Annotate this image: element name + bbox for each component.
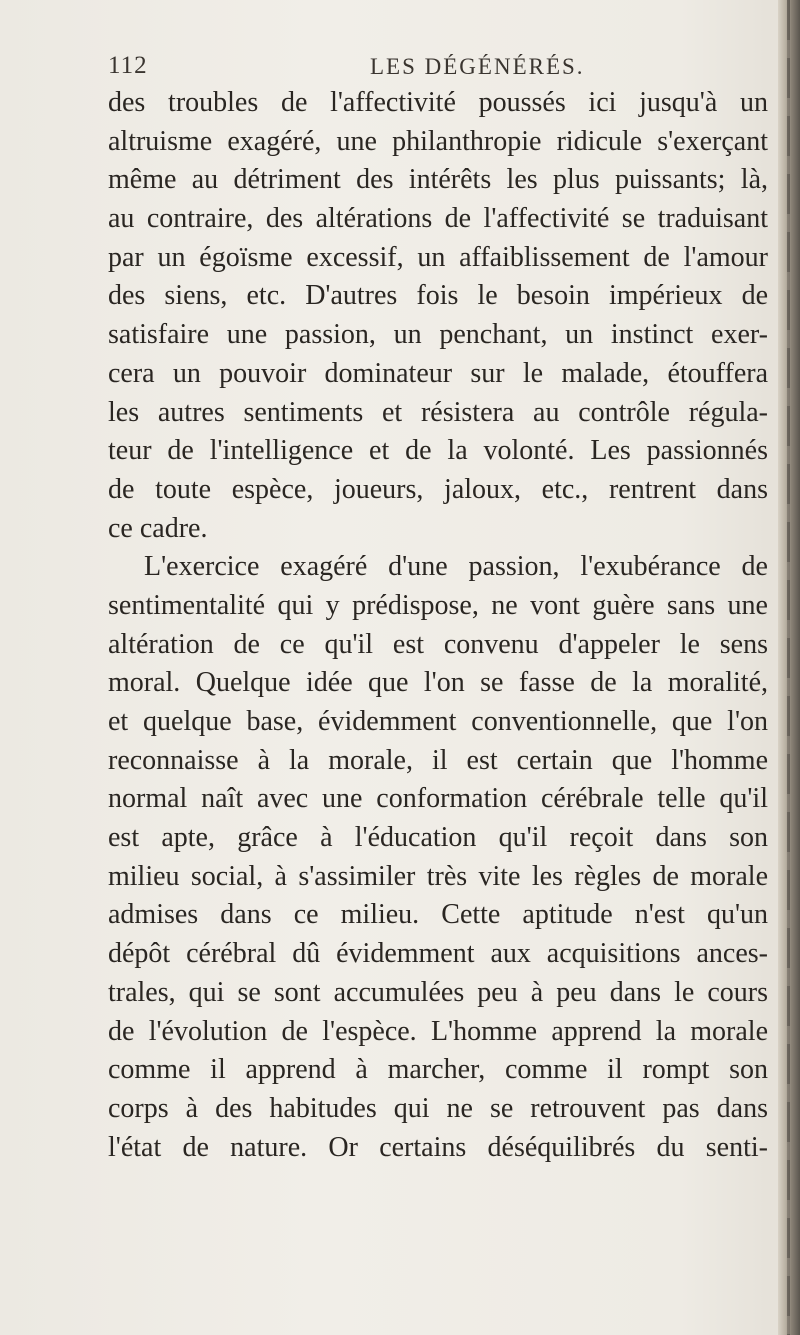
text-line: ce cadre. xyxy=(108,512,208,544)
running-title: LES DÉGÉNÉRÉS. xyxy=(370,54,585,79)
text-line: cera un pouvoir dominateur sur le malade, étouffera xyxy=(108,357,768,389)
page-number: 112 xyxy=(108,52,148,79)
text-line: l'état de nature. Or certains déséquilibrés du senti- xyxy=(108,1131,768,1163)
text-line: altruisme exagéré, une philanthropie ridicule s'exerçant xyxy=(108,125,768,157)
text-line: normal naît avec une conformation cérébrale telle qu'il xyxy=(108,783,768,815)
text-line: comme il apprend à marcher, comme il rompt son xyxy=(108,1054,768,1086)
text-line: moral. Quelque idée que l'on se fasse de la moralité, xyxy=(108,667,768,699)
text-line: et quelque base, évidemment conventionnelle, que l'on xyxy=(108,706,768,737)
text-line: sentimentalité qui y prédispose, ne vont guère sans une xyxy=(108,589,768,621)
text-line: admises dans ce milieu. Cette aptitude n'est qu'un xyxy=(108,899,768,931)
text-line: teur de l'intelligence et de la volonté. Les passionnés xyxy=(108,435,768,467)
text-line: L'exercice exagéré d'une passion, l'exubérance de xyxy=(144,551,768,583)
text-line: des troubles de l'affectivité poussés ici jusqu'à un xyxy=(108,87,768,118)
text-line: altération de ce qu'il est convenu d'appeler le sens xyxy=(108,628,768,660)
page-header xyxy=(108,52,768,84)
text-line: reconnaisse à la morale, il est certain que l'homme xyxy=(108,744,768,776)
text-line: dépôt cérébral dû évidemment aux acquisitions ances- xyxy=(108,938,768,970)
text-line: au contraire, des altérations de l'affectivité se traduisant xyxy=(108,203,768,235)
text-line: même au détriment des intérêts les plus puissants; là, xyxy=(108,164,768,196)
text-line: milieu social, à s'assimiler très vite les règles de morale xyxy=(108,860,768,892)
text-line: trales, qui se sont accumulées peu à peu dans le cours xyxy=(108,976,768,1008)
text-line: les autres sentiments et résistera au contrôle régula- xyxy=(108,396,768,428)
text-line: est apte, grâce à l'éducation qu'il reçoit dans son xyxy=(108,822,768,854)
body-text xyxy=(108,84,768,1167)
text-line: de l'évolution de l'espèce. L'homme apprend la morale xyxy=(108,1015,768,1047)
text-line: satisfaire une passion, un penchant, un instinct exer- xyxy=(108,319,768,351)
text-line: par un égoïsme excessif, un affaiblissement de l'amour xyxy=(108,241,768,273)
text-line: des siens, etc. D'autres fois le besoin impérieux de xyxy=(108,280,768,312)
text-line: de toute espèce, joueurs, jaloux, etc., rentrent dans xyxy=(108,473,768,505)
binding-shadow xyxy=(787,0,790,1335)
text-line: corps à des habitudes qui ne se retrouvent pas dans xyxy=(108,1092,768,1124)
